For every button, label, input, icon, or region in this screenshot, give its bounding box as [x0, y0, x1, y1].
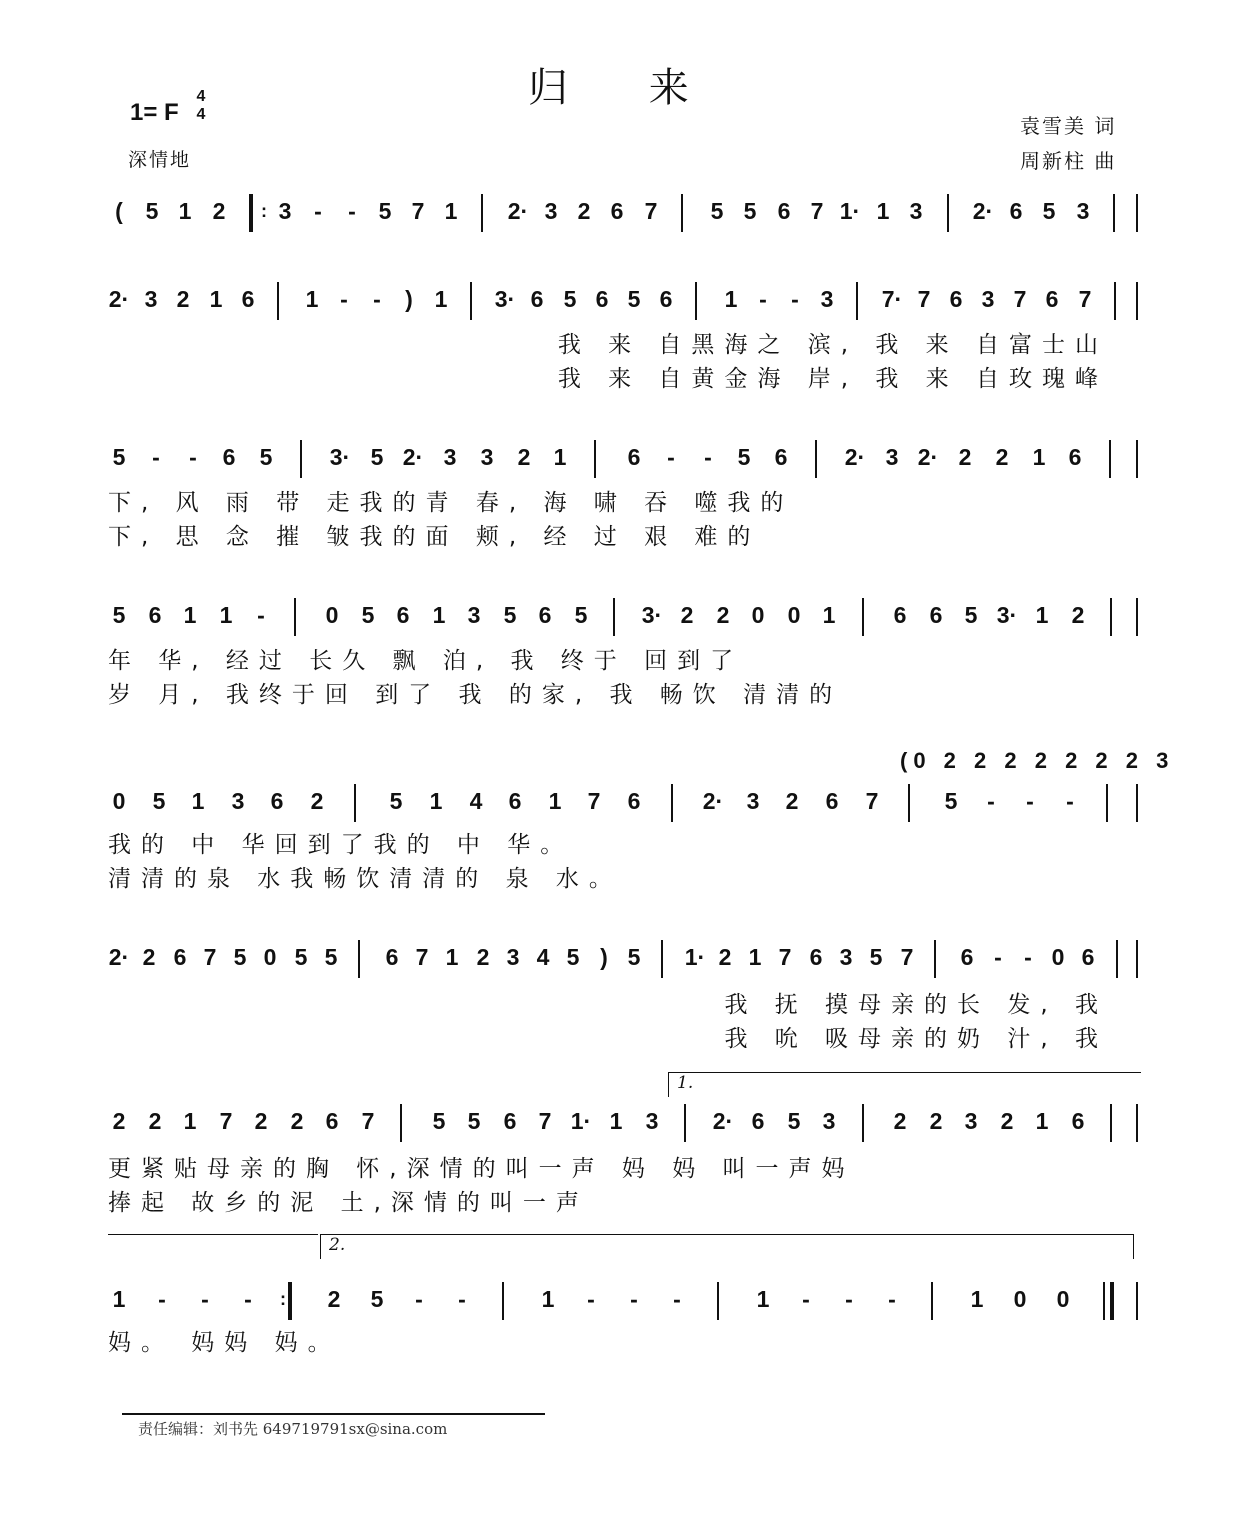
score-row — [108, 784, 1140, 824]
note: 3 — [822, 1108, 836, 1134]
note: 3· — [641, 602, 663, 628]
note: - — [373, 286, 381, 312]
barline — [1136, 1282, 1138, 1320]
volta-line — [108, 1234, 318, 1235]
note: 6 — [929, 602, 943, 628]
note: 0 — [1056, 1286, 1070, 1312]
note: 7 — [900, 944, 914, 970]
note: - — [189, 444, 197, 470]
note: - — [340, 286, 348, 312]
lyric-line: 我 来 自黑海之 滨, 我 来 自富士山 — [557, 332, 1108, 358]
note: 7 — [411, 198, 425, 224]
barline — [1136, 440, 1138, 478]
note: 7· — [881, 286, 903, 312]
note: 4 — [469, 788, 483, 814]
note: 1· — [570, 1108, 592, 1134]
note: 1 — [756, 1286, 770, 1312]
note: 1 — [112, 1286, 126, 1312]
note: 5 — [370, 444, 384, 470]
note: 1 — [548, 788, 562, 814]
barline — [695, 282, 697, 320]
barline — [671, 784, 673, 822]
note: 3 — [820, 286, 834, 312]
note: - — [987, 788, 995, 814]
barline — [681, 194, 683, 232]
barline — [661, 940, 663, 978]
note: - — [244, 1286, 252, 1312]
volta-1-label: 1. — [677, 1073, 694, 1093]
note: - — [158, 1286, 166, 1312]
barline — [1110, 1104, 1112, 1142]
note: 5 — [233, 944, 247, 970]
note: 1 — [432, 602, 446, 628]
note: 2 — [718, 944, 732, 970]
note: 0 — [1013, 1286, 1027, 1312]
note: 1 — [191, 788, 205, 814]
note: 2 — [212, 198, 226, 224]
note: 5 — [467, 1108, 481, 1134]
note: 6 — [774, 444, 788, 470]
note: 1· — [684, 944, 706, 970]
lyric-line: 我 来 自黄金海 岸, 我 来 自玫瑰峰 — [557, 366, 1108, 392]
note: 6 — [148, 602, 162, 628]
lyric-line: 岁 月, 我终于回 到了 我 的家, 我 畅饮 清清的 — [108, 682, 843, 708]
note: 3 — [645, 1108, 659, 1134]
note: 2· — [507, 198, 529, 224]
barline — [1103, 1282, 1114, 1320]
barline — [1116, 940, 1118, 978]
song-title: 归 来 — [528, 65, 693, 111]
note: 5 — [964, 602, 978, 628]
note: 3 — [909, 198, 923, 224]
barline — [1136, 784, 1138, 822]
note: - — [415, 1286, 423, 1312]
barline — [1110, 598, 1112, 636]
note: 1 — [429, 788, 443, 814]
score-row — [108, 282, 1140, 322]
note: - — [791, 286, 799, 312]
note: 1 — [876, 198, 890, 224]
note: - — [994, 944, 1002, 970]
note: - — [1026, 788, 1034, 814]
note: - — [667, 444, 675, 470]
note: 5 — [370, 1286, 384, 1312]
interlude-notes: (0 2 2 2 2 2 2 2 3 — [900, 748, 1175, 773]
note: 6 — [949, 286, 963, 312]
note: 3 — [964, 1108, 978, 1134]
note: 6 — [222, 444, 236, 470]
note: 3 — [443, 444, 457, 470]
tempo-marking: 深情地 — [128, 149, 192, 171]
note: 5 — [324, 944, 338, 970]
note: 1 — [434, 286, 448, 312]
note: 6 — [659, 286, 673, 312]
note: 3· — [494, 286, 516, 312]
note: - — [587, 1286, 595, 1312]
note: - — [630, 1286, 638, 1312]
composer-credit: 周新柱 曲 — [1020, 149, 1117, 173]
note: 5 — [152, 788, 166, 814]
note: - — [257, 602, 265, 628]
note: 6 — [396, 602, 410, 628]
note: 2 — [254, 1108, 268, 1134]
note: 5 — [627, 286, 641, 312]
note: 7 — [917, 286, 931, 312]
note: 1 — [178, 198, 192, 224]
note: 1 — [305, 286, 319, 312]
barline — [294, 598, 296, 636]
key-signature: 1= F — [130, 99, 179, 126]
barline — [862, 1104, 864, 1142]
lyric-line: 年 华, 经过 长久 飘 泊, 我 终于 回到了 — [108, 648, 744, 674]
note: 1 — [1035, 602, 1049, 628]
note: 2 — [148, 1108, 162, 1134]
note: 2 — [680, 602, 694, 628]
note: 3 — [467, 602, 481, 628]
note: 6 — [173, 944, 187, 970]
note: 5 — [566, 944, 580, 970]
note: 1 — [822, 602, 836, 628]
lyric-line: 我 吮 吸母亲的奶 汁, 我 — [724, 1026, 1108, 1052]
note: 1· — [839, 198, 861, 224]
note: 3 — [480, 444, 494, 470]
score-row — [108, 194, 1140, 234]
note: - — [201, 1286, 209, 1312]
note: 1 — [183, 1108, 197, 1134]
barline — [815, 440, 817, 478]
barline — [1136, 940, 1138, 978]
volta-2-label: 2. — [329, 1235, 346, 1255]
lyric-line: 下, 风 雨 带 走我的青 春, 海 啸 吞 噬我的 — [108, 490, 794, 516]
barline — [1106, 784, 1108, 822]
barline — [354, 784, 356, 822]
note: 5 — [503, 602, 517, 628]
note: 7 — [1078, 286, 1092, 312]
note: ) — [600, 944, 608, 970]
barline — [300, 440, 302, 478]
note: 7 — [865, 788, 879, 814]
note: - — [888, 1286, 896, 1312]
note: - — [673, 1286, 681, 1312]
note: 5 — [361, 602, 375, 628]
note: 2 — [1071, 602, 1085, 628]
barline — [1136, 194, 1138, 232]
note: 2 — [716, 602, 730, 628]
barline — [1109, 440, 1111, 478]
note: 2· — [844, 444, 866, 470]
note: 2 — [476, 944, 490, 970]
barline — [481, 194, 483, 232]
note: 0 — [263, 944, 277, 970]
note: 1 — [445, 944, 459, 970]
note: 7 — [203, 944, 217, 970]
note: - — [759, 286, 767, 312]
note: 6 — [809, 944, 823, 970]
note: 1 — [1035, 1108, 1049, 1134]
note: 3 — [885, 444, 899, 470]
barline — [1114, 282, 1116, 320]
barline — [908, 784, 910, 822]
score-row — [108, 440, 1140, 480]
note: 5 — [627, 944, 641, 970]
barline — [1136, 598, 1138, 636]
score-row — [108, 940, 1140, 980]
note: 3 — [1076, 198, 1090, 224]
barline — [1113, 194, 1115, 232]
note: 3· — [996, 602, 1018, 628]
note: 3 — [278, 198, 292, 224]
note: 1 — [183, 602, 197, 628]
note: 0 — [325, 602, 339, 628]
footer-rule — [122, 1413, 545, 1415]
note: - — [1024, 944, 1032, 970]
volta-2-bracket — [320, 1234, 1134, 1259]
barline — [358, 940, 360, 978]
note: 1 — [970, 1286, 984, 1312]
note: 6 — [751, 1108, 765, 1134]
note: 6 — [893, 602, 907, 628]
note: 6 — [777, 198, 791, 224]
lyric-line: 更紧贴母亲的胸 怀,深情的叫一声 妈 妈 叫一声妈 — [108, 1156, 855, 1182]
lyric-line: 捧起 故乡的泥 土,深情的叫一声 — [108, 1190, 589, 1216]
barline — [594, 440, 596, 478]
score-row — [108, 1282, 1140, 1322]
note: 3 — [506, 944, 520, 970]
note: 5 — [787, 1108, 801, 1134]
note: 6 — [503, 1108, 517, 1134]
note: 1 — [219, 602, 233, 628]
note: 6 — [325, 1108, 339, 1134]
note: 2 — [176, 286, 190, 312]
note: 7 — [644, 198, 658, 224]
lyric-line: 妈。 妈妈 妈。 — [108, 1330, 341, 1356]
note: 5 — [1042, 198, 1056, 224]
barline — [502, 1282, 504, 1320]
note: 7 — [415, 944, 429, 970]
editor-credit: 责任编辑：刘书先 649719791sx@sina.com — [138, 1420, 448, 1438]
note: 1 — [209, 286, 223, 312]
note: 5 — [145, 198, 159, 224]
time-signature-top: 4 — [196, 88, 206, 105]
barline — [931, 1282, 933, 1320]
note: 2· — [972, 198, 994, 224]
note: 6 — [960, 944, 974, 970]
note: 0 — [1051, 944, 1065, 970]
note: 2 — [577, 198, 591, 224]
time-signature-bottom: 4 — [196, 106, 206, 123]
note: 6 — [595, 286, 609, 312]
note: 6 — [270, 788, 284, 814]
note: 4 — [536, 944, 550, 970]
note: ( — [115, 198, 123, 224]
note: 0 — [112, 788, 126, 814]
note: 5 — [737, 444, 751, 470]
barline — [470, 282, 472, 320]
note: 3 — [144, 286, 158, 312]
repeat-dots: : — [280, 1289, 286, 1309]
note: 2 — [327, 1286, 341, 1312]
note: 6 — [825, 788, 839, 814]
barline — [1136, 1104, 1138, 1142]
note: 2 — [893, 1108, 907, 1134]
lyricist-credit: 袁雪美 词 — [1020, 114, 1117, 138]
note: 5 — [944, 788, 958, 814]
note: - — [314, 198, 322, 224]
note: 6 — [610, 198, 624, 224]
barline — [1136, 282, 1138, 320]
note: 2 — [958, 444, 972, 470]
note: - — [845, 1286, 853, 1312]
note: - — [348, 198, 356, 224]
note: 2 — [929, 1108, 943, 1134]
note: 7 — [810, 198, 824, 224]
note: 7 — [587, 788, 601, 814]
barline — [400, 1104, 402, 1142]
note: 6 — [627, 444, 641, 470]
note: - — [152, 444, 160, 470]
lyric-line: 我的 中 华回到了我的 中 华。 — [108, 832, 574, 858]
note: 1 — [609, 1108, 623, 1134]
score-row — [108, 598, 1140, 638]
note: 6 — [241, 286, 255, 312]
note: 2 — [517, 444, 531, 470]
note: 5 — [710, 198, 724, 224]
note: 7 — [538, 1108, 552, 1134]
note: 2 — [1000, 1108, 1014, 1134]
note: 2 — [785, 788, 799, 814]
note: 3 — [231, 788, 245, 814]
note: 5 — [112, 444, 126, 470]
time-signature — [193, 88, 209, 124]
note: 2 — [290, 1108, 304, 1134]
note: 3 — [981, 286, 995, 312]
note: 5 — [563, 286, 577, 312]
note: 6 — [530, 286, 544, 312]
note: 3· — [329, 444, 351, 470]
note: 5 — [743, 198, 757, 224]
note: 6 — [508, 788, 522, 814]
lyric-line: 清清的泉 水我畅饮清清的 泉 水。 — [108, 866, 622, 892]
note: 5 — [259, 444, 273, 470]
note: 6 — [1045, 286, 1059, 312]
note: - — [458, 1286, 466, 1312]
note: 5 — [378, 198, 392, 224]
note: 3 — [746, 788, 760, 814]
note: 5 — [389, 788, 403, 814]
score-row — [108, 1104, 1140, 1144]
note: 1 — [553, 444, 567, 470]
note: 2 — [995, 444, 1009, 470]
note: 2· — [402, 444, 424, 470]
note: 2 — [142, 944, 156, 970]
note: 3 — [544, 198, 558, 224]
barline — [277, 282, 279, 320]
note: 5 — [112, 602, 126, 628]
barline — [613, 598, 615, 636]
note: 2· — [702, 788, 724, 814]
barline — [684, 1104, 686, 1142]
note: 6 — [1068, 444, 1082, 470]
note: 2· — [712, 1108, 734, 1134]
note: - — [704, 444, 712, 470]
note: 5 — [869, 944, 883, 970]
note: 0 — [751, 602, 765, 628]
note: 2· — [917, 444, 939, 470]
barline — [856, 282, 858, 320]
note: 7 — [778, 944, 792, 970]
note: 2 — [112, 1108, 126, 1134]
note: 6 — [538, 602, 552, 628]
note: 0 — [787, 602, 801, 628]
note: 1 — [724, 286, 738, 312]
lyric-line: 下, 思 念 摧 皱我的面 颊, 经 过 艰 难的 — [108, 524, 761, 550]
note: 2· — [108, 944, 130, 970]
volta-1-bracket — [668, 1072, 1141, 1097]
note: 6 — [385, 944, 399, 970]
note: 3 — [839, 944, 853, 970]
note: 6 — [1081, 944, 1095, 970]
note: 2· — [108, 286, 130, 312]
note: - — [802, 1286, 810, 1312]
note: 5 — [432, 1108, 446, 1134]
note: 1 — [541, 1286, 555, 1312]
note: 7 — [1013, 286, 1027, 312]
note: 5 — [574, 602, 588, 628]
barline — [947, 194, 949, 232]
note: 6 — [1071, 1108, 1085, 1134]
note: ) — [405, 286, 413, 312]
note: - — [1066, 788, 1074, 814]
note: 7 — [361, 1108, 375, 1134]
note: 5 — [294, 944, 308, 970]
note: 1 — [748, 944, 762, 970]
note: 6 — [1009, 198, 1023, 224]
note: 6 — [627, 788, 641, 814]
note: 7 — [219, 1108, 233, 1134]
repeat-dots: : — [261, 201, 267, 221]
barline — [934, 940, 936, 978]
lyric-line: 我 抚 摸母亲的长 发, 我 — [724, 992, 1108, 1018]
note: 1 — [1032, 444, 1046, 470]
barline — [862, 598, 864, 636]
note: 2 — [310, 788, 324, 814]
barline — [717, 1282, 719, 1320]
note: 1 — [444, 198, 458, 224]
